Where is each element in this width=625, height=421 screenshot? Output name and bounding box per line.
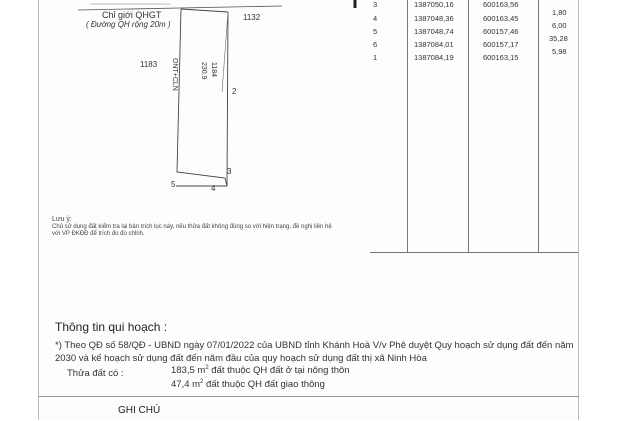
point-x: 1387048,74 — [414, 27, 454, 36]
table-bottom-line — [370, 252, 578, 253]
parcel-label: Thửa đất có : — [67, 368, 124, 379]
point-5-label: 5 — [171, 180, 176, 189]
table-row — [370, 53, 578, 64]
note-title: Lưu ý: — [52, 216, 72, 223]
notes-section — [38, 396, 579, 421]
item2-text: đất thuộc QH đất giao thông — [203, 379, 325, 391]
parcel-type-label: ONT+CLN — [171, 58, 178, 91]
unit-sup: 2 — [200, 379, 204, 386]
item1-area: 183,5 m — [171, 365, 206, 377]
parcel-inner-line — [222, 12, 228, 92]
point-id: 4 — [373, 14, 378, 23]
coordinates-table — [370, 0, 578, 252]
point-id: 6 — [373, 40, 378, 49]
planning-title: Thông tin qui hoạch : — [55, 320, 168, 334]
point-y: 600163,15 — [483, 53, 519, 62]
road-width: ( Đường QH rộng 20m ) — [86, 20, 171, 29]
boundary-name: Chỉ giới QHGT — [102, 10, 162, 20]
notes-heading: GHI CHÚ — [118, 405, 161, 416]
note-text: Chủ sử dụng đất kiểm tra lại bản trích lục này, nếu thửa đất không đúng so với hiện trạng, đề nghị liên hệ với VP ĐKĐĐ để trích đo đo chỉnh. — [52, 223, 332, 237]
parcel-top-line — [181, 9, 228, 12]
distance-value: 1,80 — [552, 8, 567, 17]
table-row — [370, 27, 578, 38]
table-row — [370, 40, 578, 51]
point-x: 1387050,16 — [414, 0, 454, 9]
parcel-number-label: 1184 — [210, 62, 217, 78]
planning-text: *) Theo QĐ số 58/QĐ - UBND ngày 07/01/2022 của UBND tỉnh Khánh Hoà V/v Phê duyệt Quy hoạch sử dụng đất đến năm 2030 và kế hoạch sử dụng đất đến năm đầu của quy hoạch sử dụng đất thị xã Ninh Hòa — [55, 340, 574, 364]
planning-item-1 — [111, 365, 575, 376]
distance-value: 35,28 — [549, 34, 568, 43]
parcel-area-label: 230.9 — [200, 62, 207, 80]
map-note — [52, 216, 332, 239]
point-id: 5 — [373, 27, 378, 36]
parcel-1183-label: 1183 — [140, 60, 158, 69]
parcel-1132-label: 1132 — [243, 13, 261, 22]
point-2-label: 2 — [232, 87, 237, 96]
point-y: 600163,56 — [483, 0, 519, 9]
unit-sup: 2 — [205, 365, 209, 371]
table-row — [370, 14, 578, 25]
point-id: 1 — [373, 53, 378, 62]
point-y: 600157,46 — [483, 27, 519, 36]
distance-value: 6,00 — [552, 21, 567, 30]
parcel-1184-outline — [177, 9, 228, 186]
item2-area: 47,4 m — [171, 379, 201, 391]
table-row — [370, 0, 578, 11]
planning-info — [55, 320, 575, 390]
point-id: 3 — [373, 0, 378, 9]
planning-item-2 — [171, 379, 575, 390]
point-y: 600157,17 — [483, 40, 519, 49]
point-x: 1387084,19 — [414, 53, 454, 62]
distance-value: 5,98 — [552, 47, 567, 56]
point-y: 600163,45 — [483, 14, 519, 23]
point-3-label: 3 — [227, 167, 232, 176]
item1-text: đất thuộc QH đất ở tại nông thôn — [208, 365, 350, 377]
point-x: 1387048,36 — [414, 14, 454, 23]
point-x: 1387084,01 — [414, 40, 454, 49]
point-4-label: 4 — [211, 184, 216, 193]
